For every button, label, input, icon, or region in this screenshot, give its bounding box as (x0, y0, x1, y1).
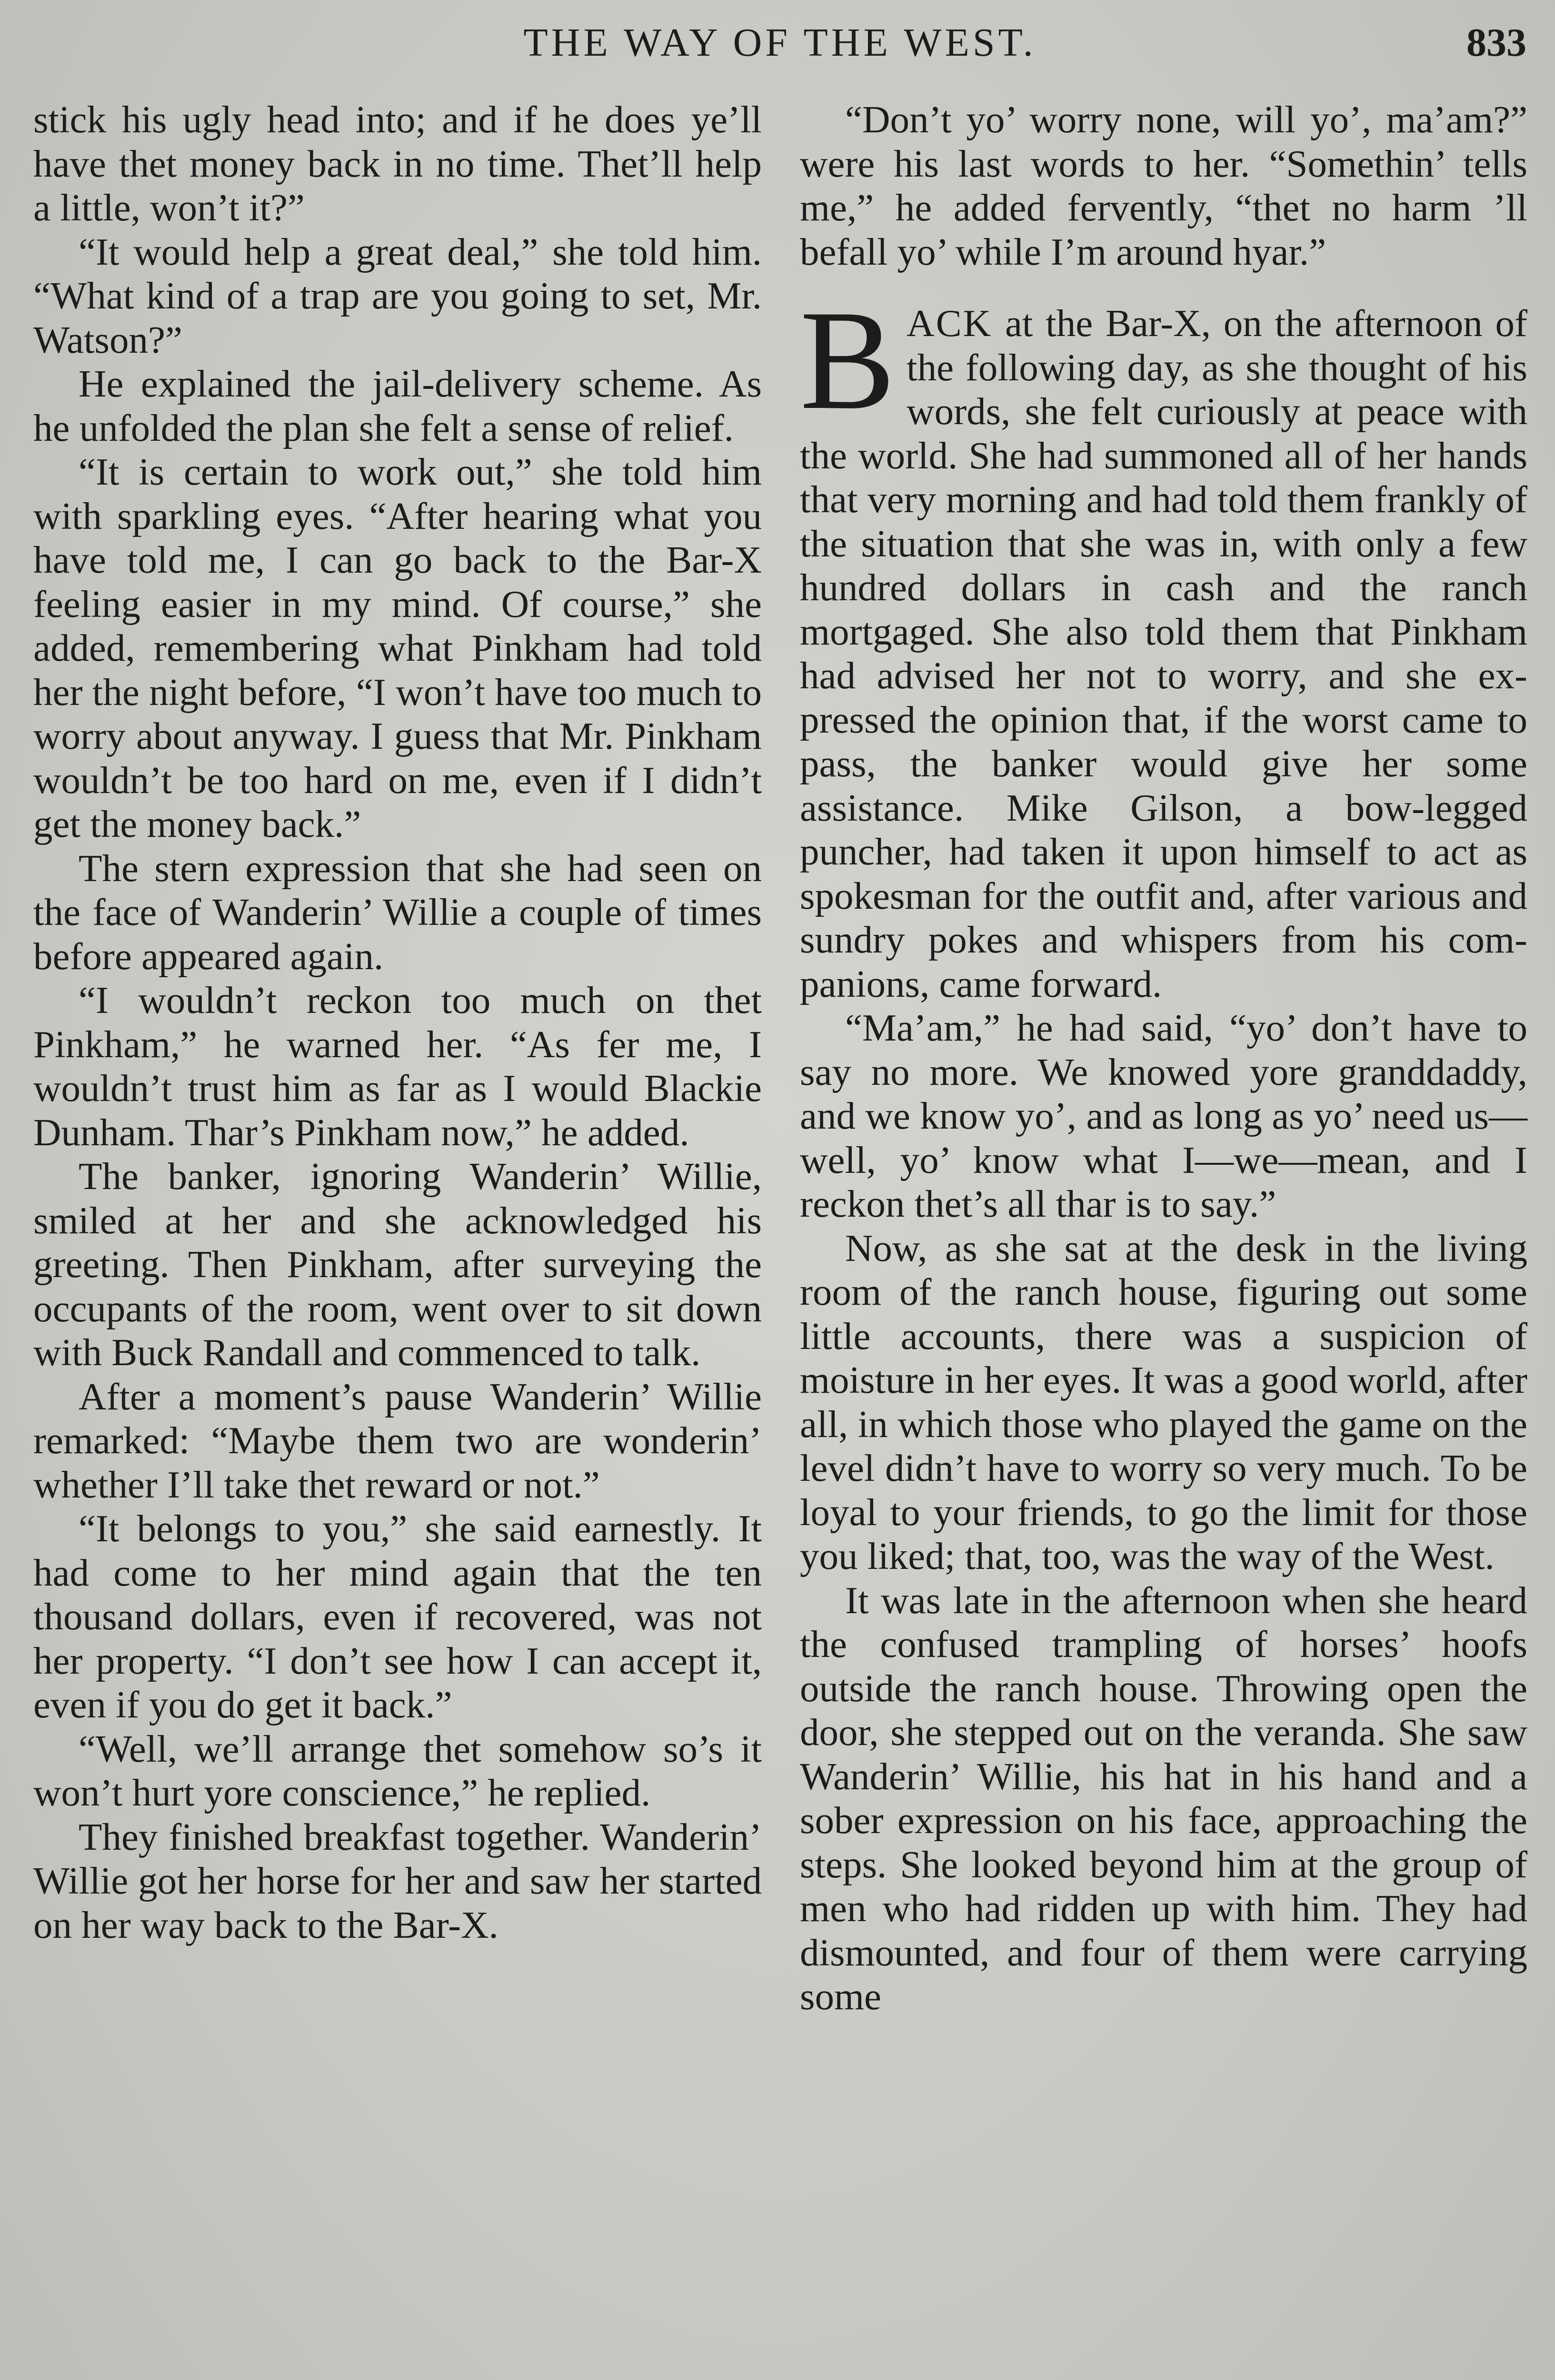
paragraph: stick his ugly head into; and if he does ye’ll have thet money back in no time. Thet’ll help a little, won’t it?” (33, 98, 762, 229)
paragraph: After a moment’s pause Wanderin’ Willie remarked: “Maybe them two are wonderin’ whether I’ll take thet reward or not.” (33, 1375, 762, 1506)
opening-text: at the Bar-X, on the afternoon of the following day, as she thought of his words, she felt curiously at peace with the world. She had summoned all of her hands that very morning and had told them frankly of the situation that she was in, with only a few hundred dollars in cash and the ranch mortgaged. She also told them that Pinkham had advised her not to worry, and she expressed the opinion that, if the worst came to pass, the banker would give her some assistance. Mike Gilson, a bow-legged puncher, had taken it upon himself to act as spokesman for the outfit and, after various and sundry pokes and whispers from his companions, came forward. (800, 302, 1527, 1005)
running-title: THE WAY OF THE WEST. (523, 20, 1037, 65)
paragraph: He explained the jail-delivery scheme. As he unfolded the plan she felt a sense of relief. (33, 362, 762, 449)
paragraph: “Ma’am,” he had said, “yo’ don’t have to say no more. We knowed yore granddaddy, and we know yo’, and as long as yo’ need us—well, yo’ know what I—we—mean, and I reckon thet’s all thar is to say.” (800, 1006, 1527, 1225)
paragraph: “I wouldn’t reckon too much on thet Pinkham,” he warned her. “As fer me, I wouldn’t trust him as far as I would Blackie Dunham. Thar’s Pinkham now,” he added. (33, 979, 762, 1154)
paragraph: They finished breakfast together. Wanderin’ Willie got her horse for her and saw her started on her way back to the Bar-X. (33, 1815, 762, 1946)
right-column (800, 98, 1527, 2019)
page-number: 833 (1466, 20, 1526, 65)
paragraph: Now, as she sat at the desk in the living room of the ranch house, figuring out some little accounts, there was a suspicion of moisture in her eyes. It was a good world, after all, in which those who played the game on the level didn’t have to worry so very much. To be loyal to your friends, to go the limit for those you liked; that, too, was the way of the West. (800, 1226, 1527, 1577)
page-header (33, 14, 1526, 71)
paragraph: “Don’t yo’ worry none, will yo’, ma’am?” were his last words to her. “Somethin’ tells me,” he added fervently, “thet no harm ’ll befall yo’ while I’m around hyar.” (800, 98, 1527, 273)
opening-smallcaps: ACK (907, 302, 993, 345)
paragraph: “Well, we’ll arrange thet somehow so’s it won’t hurt yore conscience,” he replied. (33, 1727, 762, 1814)
paragraph: “It belongs to you,” she said earnestly. It had come to her mind again that the ten thousand dollars, even if recovered, was not her property. “I don’t see how I can accept it, even if you do get it back.” (33, 1507, 762, 1726)
section-break (800, 274, 1527, 301)
paragraph: “It is certain to work out,” she told him with sparkling eyes. “After hearing what you have told me, I can go back to the Bar-X feeling easier in my mind. Of course,” she added, remembering what Pinkham had told her the night before, “I won’t have too much to worry about anyway. I guess that Mr. Pinkham wouldn’t be too hard on me, even if I didn’t get the money back.” (33, 450, 762, 845)
paragraph: It was late in the afternoon when she heard the confused trampling of horses’ hoofs outside the ranch house. Throwing open the door, she stepped out on the veranda. She saw Wanderin’ Willie, his hat in his hand and a sober expression on his face, approaching the steps. She looked beyond him at the group of men who had ridden up with him. They had dismounted, and four of them were carrying some (800, 1578, 1527, 2018)
left-column (33, 98, 762, 1947)
drop-cap: B (800, 281, 896, 439)
section-opening-paragraph (800, 281, 1527, 1006)
paragraph: “It would help a great deal,” she told him. “What kind of a trap are you going to set, Mr. Watson?” (33, 230, 762, 361)
paragraph: The stern expression that she had seen on the face of Wanderin’ Willie a couple of times before appeared again. (33, 846, 762, 978)
paragraph: The banker, ignoring Wanderin’ Willie, smiled at her and she acknowledged his greeting. Then Pinkham, after surveying the occupants of the room, went over to sit down with Buck Randall and commenced to talk. (33, 1155, 762, 1374)
